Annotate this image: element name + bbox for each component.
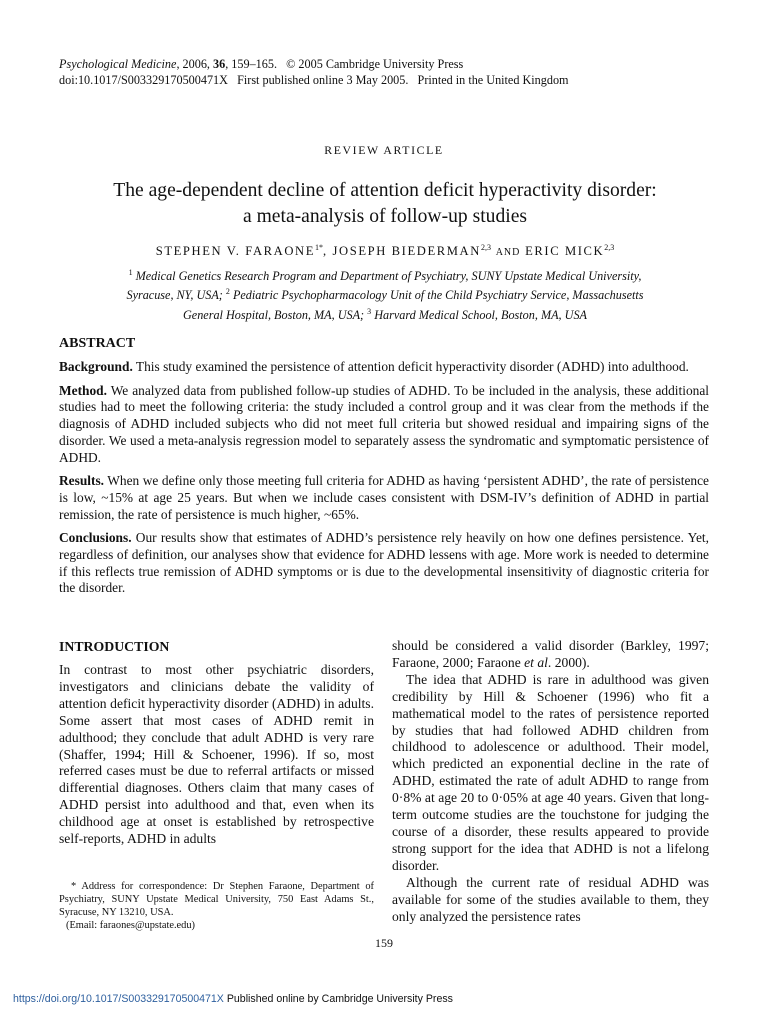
- first-published: First published online 3 May 2005.: [237, 73, 409, 87]
- doi-line: [59, 72, 719, 88]
- footnote-text: * Address for correspondence: Dr Stephen Faraone, Department of Psychiatry, SUNY Upstate Medical University, 750 East Adams St., Syracuse, NY 13210, USA.: [59, 881, 374, 918]
- volume-number: 36: [213, 57, 226, 71]
- printed-in: Printed in the United Kingdom: [417, 73, 569, 87]
- title-line-2: a meta-analysis of follow-up studies: [242, 206, 528, 227]
- footnote-email: (Email: faraones@upstate.edu): [66, 920, 196, 931]
- abstract-heading: ABSTRACT: [59, 336, 136, 351]
- intro-paragraph: In contrast to most other psychiatric disorders, investigators and clinicians debate the validity of attention deficit hyperactivity disorder (ADHD) in adults. Some assert that most cases of ADHD remit in adulthood; they conclude that adult ADHD is very rare (Shaffer, 1994; Hill & Schoener, 1996). If so, most referred cases must be due to referral artifacts or missed differential diagnoses. Others claim that many cases of ADHD persist into adulthood and that, even when its childhood age at onset is established by retrospective self-reports, ADHD in adults: [59, 662, 374, 847]
- abstract-conclusions: Conclusions. Our results show that estimates of ADHD’s persistence rely heavily on how one defines persistence. Yet, regardless of definition, our analyses show that evidence for ADHD lessens with age. More work is needed to determine if this reflects true remission of ADHD symptoms or is due to the developmental insensitivity of diagnostic criteria for the disorder.: [59, 530, 709, 596]
- doi: doi:10.1017/S003329170500471X: [59, 73, 228, 87]
- author-name: STEPHEN V. FARAONE: [155, 244, 316, 259]
- affiliation: Pediatric Psychopharmacology Unit of the Child Psychiatry Service, Massachusetts: [232, 288, 644, 303]
- doi-link[interactable]: https://doi.org/10.1017/S003329170500471X: [13, 993, 224, 1005]
- affiliations: $^1$ Medical Genetics Research Program and Department of Psychiatry, SUNY Upstate Medical University, Syracuse, NY, USA; $^2$ Pediatric Psychopharmacology Unit of the Child Psychiatry Service, Massachusetts General Hospital, Boston, MA, USA; $^3$ Harvard Medical School, Boston, MA, USA: [126, 268, 644, 322]
- correspondence-footnote: [59, 880, 374, 932]
- abstract: [59, 335, 709, 604]
- left-column: [59, 638, 374, 848]
- abstract-background: Background. This study examined the persistence of attention deficit hyperactivity disorder (ADHD) into adulthood.: [59, 359, 689, 374]
- right-column: [392, 638, 709, 925]
- copyright: © 2005 Cambridge University Press: [286, 57, 464, 71]
- title-line-1: The age-dependent decline of attention deficit hyperactivity disorder:: [113, 180, 657, 201]
- footer-bar: [13, 993, 453, 1005]
- abstract-results: Results. When we define only those meeting full criteria for ADHD as having ‘persistent ADHD’, the rate of persistence is low, ~15% at age 25 years. But when we include cases consistent with DSM-IV’s definition of ADHD in partial remission, the rate of persistence is much higher, ~65%.: [59, 473, 709, 522]
- author-name: JOSEPH BIEDERMAN: [332, 244, 481, 259]
- author-list: STEPHEN V. $FARAONE^{1*}$, JOSEPH BIEDERMAN$^{2,3}$ AND ERIC MICK$^{2,3}$: [155, 243, 615, 259]
- affiliation: Medical Genetics Research Program and Department of Psychiatry, SUNY Upstate Medical University,: [135, 269, 642, 284]
- intro-paragraph: Although the current rate of residual ADHD was available for some of the studies available to them, they only analyzed the persistence rates: [392, 874, 709, 924]
- intro-paragraph-continued: should be considered a valid disorder (Barkley, 1997; Faraone, 2000; Faraone et al. 2000).: [392, 638, 709, 670]
- article-type: REVIEW ARTICLE: [324, 143, 444, 157]
- author-name: ERIC MICK: [525, 244, 605, 259]
- published-by: Published online by Cambridge University Press: [226, 993, 453, 1005]
- article-title: [40, 178, 730, 230]
- journal-name: Psychological Medicine: [59, 57, 177, 71]
- affiliation: Harvard Medical School, Boston, MA, USA: [374, 307, 587, 322]
- intro-paragraph: The idea that ADHD is rare in adulthood was given credibility by Hill & Schoener (1996) who fit a mathematical model to the rates of persistence reported by studies that had followed ADHD children from childhood to adolescence or adulthood. Their model, which predicted an exponential decline in the rate of ADHD, estimated the rate of adult ADHD to range from 0·8% at age 20 to 0·05% at age 40 years. Given that long-term outcome studies are the touchstone for judging the course of a disorder, these results appeared to provide strong support for the idea that ADHD is not a lifelong disorder.: [392, 671, 709, 873]
- page-number: 159: [375, 936, 393, 950]
- citation-line: Psychological Medicine, 2006, 36, 159–165. © 2005 Cambridge University Press: [59, 57, 464, 71]
- abstract-method: Method. We analyzed data from published follow-up studies of ADHD. To be included in the analysis, these additional studies had to meet the following criteria: the study included a control group and it was clear from the methods if the diagnosis of ADHD included subjects who did not meet full criteria but showed residual and impairing signs of the disorder. We used a meta-analysis regression model to separately assess the syndromatic and symptomatic persistence of ADHD.: [59, 382, 709, 465]
- journal-header: [59, 56, 719, 88]
- section-heading-introduction: INTRODUCTION: [59, 639, 170, 654]
